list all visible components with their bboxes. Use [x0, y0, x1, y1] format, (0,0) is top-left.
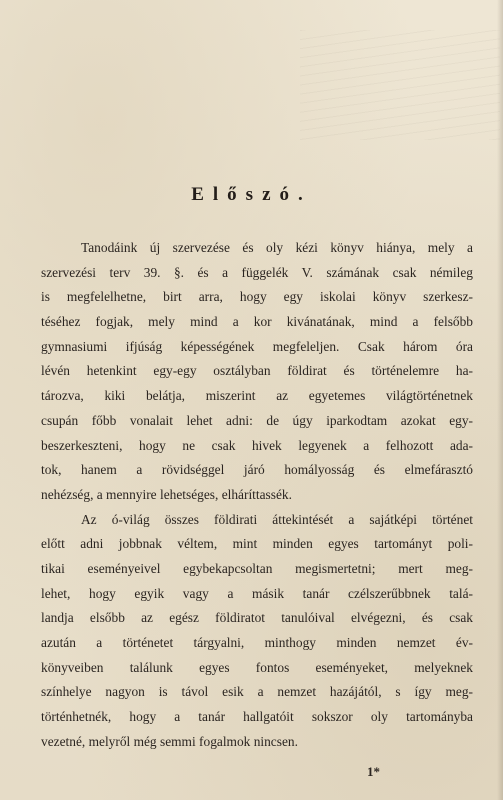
bleed-through-text	[300, 30, 500, 140]
text-line: előtt adni jobbnak véltem, mint minden egyes tartományt poli-	[41, 536, 473, 552]
text-line: beszerkeszteni, hogy ne csak hivek legyenek a felhozott ada-	[41, 437, 473, 453]
signature-mark: 1*	[367, 764, 380, 779]
text-line: landja elsőbb az egész földiratot tanulóival elvégezni, és csak	[41, 610, 473, 626]
text-line: tok, hanem a rövidséggel járó homályosság és elmefárasztó	[41, 462, 473, 478]
text-line: gymnasiumi ifjúság képességének megfeleljen. Csak három óra	[41, 338, 473, 354]
text-line: szervezési terv 39. §. és a függelék V. számának csak némileg	[41, 264, 473, 280]
text-line: történhetnék, hogy a tanár hallgatóit sokszor oly tartományba	[41, 709, 473, 725]
page-edge-shadow	[497, 0, 503, 800]
text-line: Az ó-világ összes földirati áttekintését a sajátképi történet	[81, 511, 473, 527]
text-line: téséhez fogjak, mely mind a kor kivánatának, mind a felsőbb	[41, 314, 473, 330]
text-line: csupán főbb vonalait lehet adni: de úgy iparkodtam azokat egy-	[41, 412, 473, 428]
text-line: színhelye nagyon is távol esik a nemzet hazájától, s így meg-	[41, 684, 473, 700]
text-line: Tanodáink új szervezése és oly kézi könyv hiánya, mely a	[81, 240, 473, 255]
text-line: tározva, kiki belátja, miszerint az egyetemes világtörténetnek	[41, 388, 473, 404]
text-line: lehet, hogy egyik vagy a másik tanár czélszerűbbnek talá-	[41, 585, 473, 601]
text-line: tikai eseményeivel egybekapcsoltan megismertetni; mert meg-	[41, 560, 473, 576]
body-text	[41, 236, 473, 754]
text-line: vezetné, melyről még semmi fogalmok nincsen.	[41, 733, 298, 749]
text-line: nehézség, a mennyire lehetséges, elháríttassék.	[41, 486, 292, 502]
paragraph-1	[41, 236, 473, 508]
text-line: is megfelelhetne, birt arra, hogy egy iskolai könyv szerkesz-	[41, 289, 473, 305]
text-line: azután a történetet tárgyalni, minthogy minden nemzet év-	[41, 635, 473, 650]
text-line: lévén hetenkint egy-egy osztályban földirat és történelemre ha-	[41, 363, 473, 379]
text-line: könyveiben találunk egyes fontos eseményeket, melyeknek	[41, 659, 473, 675]
paragraph-2	[41, 508, 473, 755]
page-title: Előszó.	[191, 184, 312, 205]
